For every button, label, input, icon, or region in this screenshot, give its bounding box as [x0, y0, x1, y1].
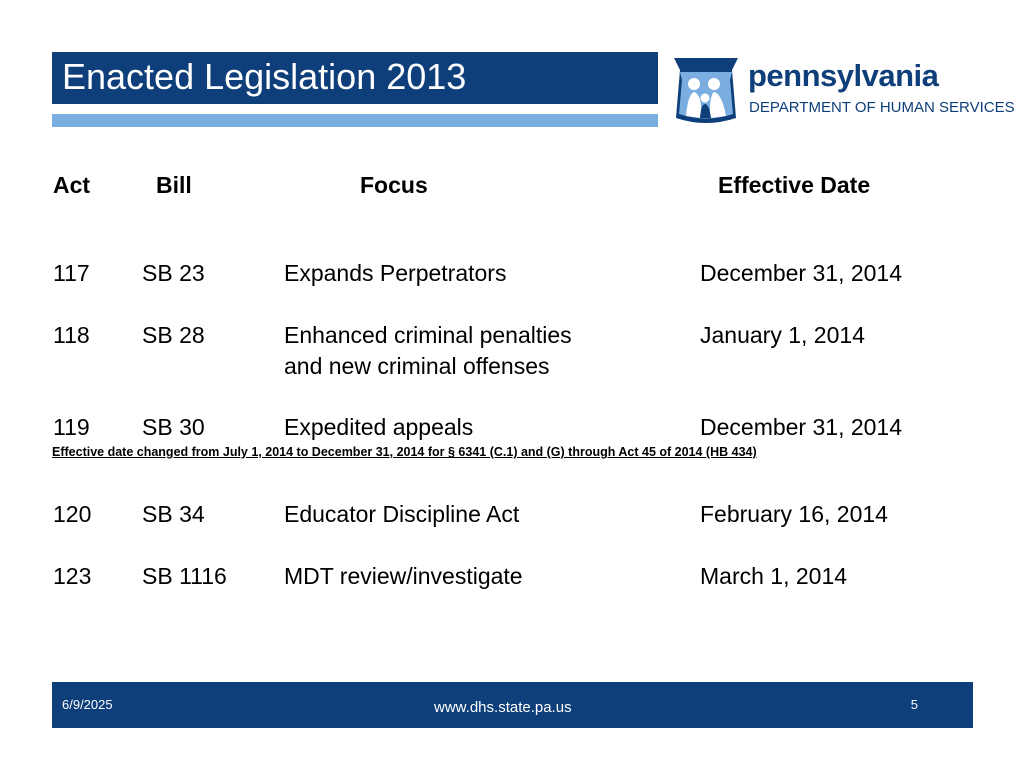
title-accent-bar: [52, 114, 658, 127]
row-bill: SB 23: [142, 260, 205, 286]
logo-department: DEPARTMENT OF HUMAN SERVICES: [749, 99, 1015, 116]
row-focus: Expands Perpetrators: [284, 260, 507, 286]
keystone-family-icon: [670, 54, 742, 126]
row-bill: SB 1116: [142, 563, 227, 589]
effective-date-footnote: Effective date changed from July 1, 2014 to December 31, 2014 for § 6341 (C.1) and (G) through Act 45 of 2014 (HB 434): [52, 445, 757, 459]
row-effective-date: March 1, 2014: [700, 563, 848, 589]
page-title: Enacted Legislation 2013: [62, 56, 467, 97]
row-bill: SB 28: [142, 322, 205, 348]
row-effective-date: December 31, 2014: [700, 414, 903, 440]
row-focus: Enhanced criminal penalties: [284, 322, 572, 348]
title-bar: [52, 52, 658, 104]
row-act: 120: [53, 501, 92, 527]
row-focus-continued: and new criminal offenses: [284, 353, 550, 379]
row-focus: Expedited appeals: [284, 414, 474, 440]
column-header-bill: Bill: [156, 172, 192, 198]
column-header-focus: Focus: [360, 172, 428, 198]
footer-website-link[interactable]: www.dhs.state.pa.us: [434, 699, 572, 716]
row-act: 117: [53, 260, 90, 286]
row-act: 118: [53, 322, 90, 348]
row-act: 123: [53, 563, 92, 589]
page-number: 5: [910, 697, 918, 712]
column-header-act: Act: [53, 172, 91, 198]
row-effective-date: December 31, 2014: [700, 260, 903, 286]
row-focus: Educator Discipline Act: [284, 501, 520, 527]
column-header-effective-date: Effective Date: [718, 172, 871, 198]
footer-date: 6/9/2025: [62, 697, 113, 712]
logo-wordmark: pennsylvania: [748, 58, 939, 93]
row-focus: MDT review/investigate: [284, 563, 523, 589]
row-act: 119: [53, 414, 90, 440]
row-bill: SB 34: [142, 501, 205, 527]
row-effective-date: February 16, 2014: [700, 501, 888, 527]
row-bill: SB 30: [142, 414, 205, 440]
row-effective-date: January 1, 2014: [700, 322, 865, 348]
pa-dhs-logo: [670, 54, 1015, 126]
footer-bar: [52, 682, 973, 728]
